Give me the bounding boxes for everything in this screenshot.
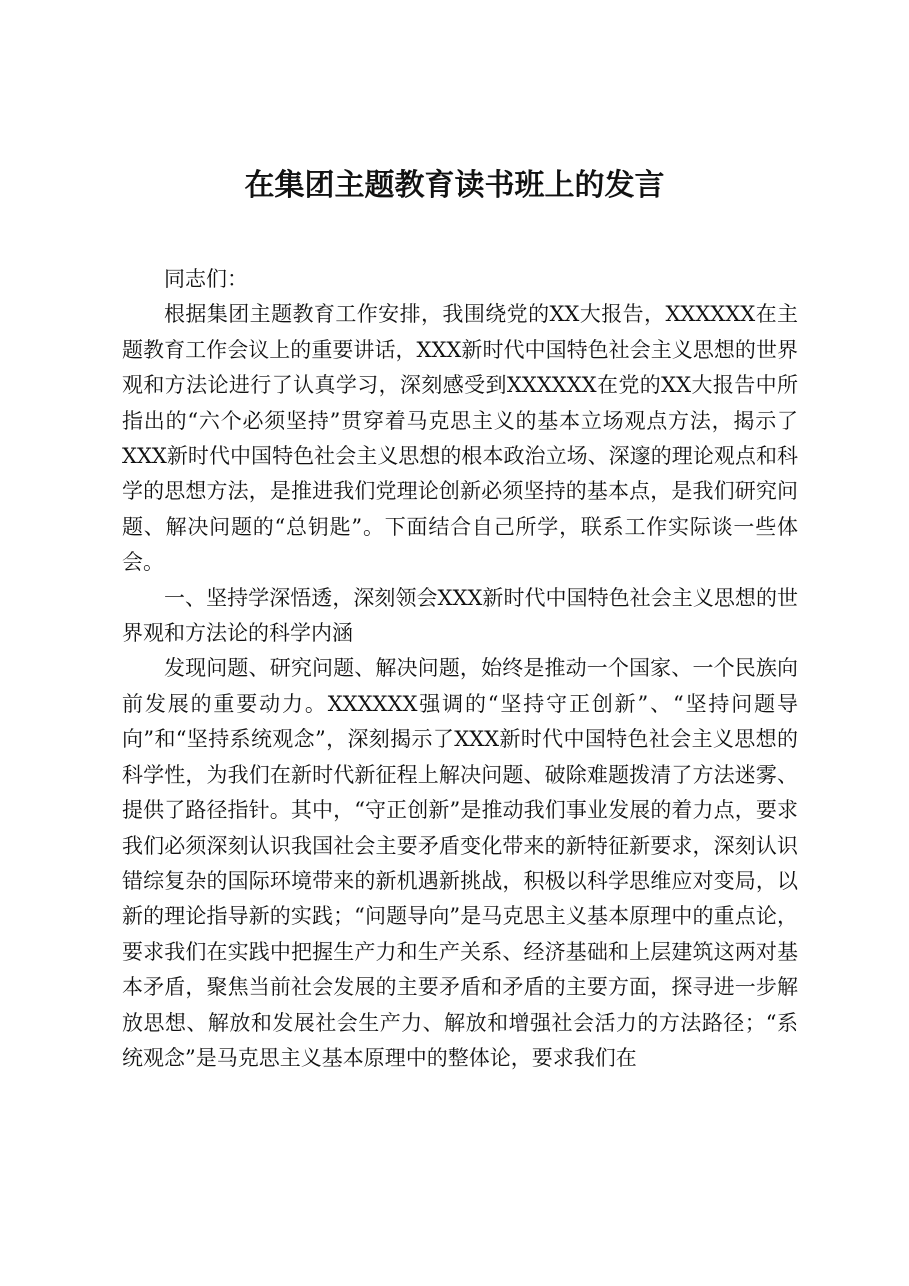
- section-heading: 一、坚持学深悟透，深刻领会XXX新时代中国特色社会主义思想的世界观和方法论的科学内涵: [122, 585, 798, 646]
- document-title: 在集团主题教育读书班上的发言: [244, 168, 665, 203]
- body-paragraph: 发现问题、研究问题、解决问题，始终是推动一个国家、一个民族向前发展的重要动力。XXXXXX强调的“坚持守正创新”、“坚持问题导向”和“坚持系统观念”，深刻揭示了XXX新时代中国特色社会主义思想的科学性，为我们在新时代新征程上解决问题、破除难题拨清了方法迷雾、提供了路径指针。其中，“守正创新”是推动我们事业发展的着力点，要求我们必须深刻认识我国社会主要矛盾变化带来的新特征新要求，深刻认识错综复杂的国际环境带来的新机遇新挑战，积极以科学思维应对变局，以新的理论指导新的实践；“问题导向”是马克思主义基本原理中的重点论，要求我们在实践中把握生产力和生产关系、经济基础和上层建筑这两对基本矛盾，聚焦当前社会发展的主要矛盾和矛盾的主要方面，探寻进一步解放思想、解放和发展社会生产力、解放和增强社会活力的方法路径；“系统观念”是马克思主义基本原理中的整体论，要求我们在: [122, 656, 798, 1070]
- intro-paragraph: 根据集团主题教育工作安排，我围绕党的XX大报告，XXXXXX在主题教育工作会议上的重要讲话，XXX新时代中国特色社会主义思想的世界观和方法论进行了认真学习，深刻感受到XXXXXX在党的XX大报告中所指出的“六个必须坚持”贯穿着马克思主义的基本立场观点方法，揭示了XXX新时代中国特色社会主义思想的根本政治立场、深邃的理论观点和科学的思想方法，是推进我们党理论创新必须坚持的基本点，是我们研究问题、解决问题的“总钥匙”。下面结合自己所学，联系工作实际谈一些体会。: [122, 302, 798, 575]
- document-body: [122, 262, 798, 1076]
- salutation-paragraph: 同志们：: [164, 267, 248, 291]
